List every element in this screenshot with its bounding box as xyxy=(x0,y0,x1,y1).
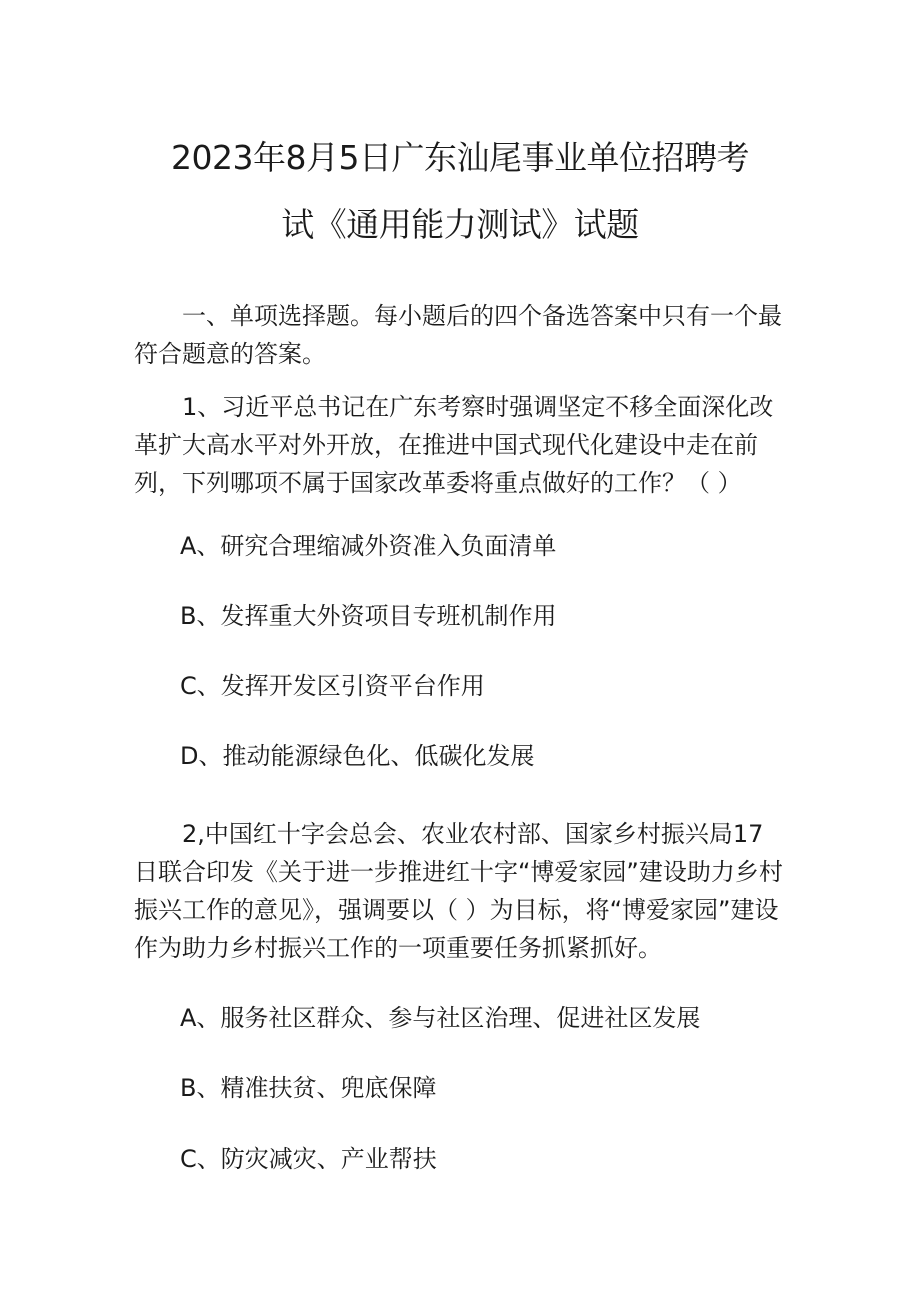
document-title-line-1: 2023年8月5日广东汕尾事业单位招聘考 xyxy=(171,138,749,177)
question-1-option-a: A、研究合理缩减外资准入负面清单 xyxy=(180,532,557,560)
question-2-option-a: A、服务社区群众、参与社区治理、促进社区发展 xyxy=(180,1004,701,1032)
question-1-text: 1、习近平总书记在广东考察时强调坚定不移全面深化改革扩大高水平对外开放，在推进中国式现代化建设中走在前列，下列哪项不属于国家改革委将重点做好的工作？（ ） xyxy=(134,393,774,497)
question-2-text: 2,中国红十字会总会、农业农村部、国家乡村振兴局17日联合印发《关于进一步推进红十字“博爱家园”建设助力乡村振兴工作的意见》，强调要以（ ）为目标，将“博爱家园”建设作为助力乡村振兴工作的一项重要任务抓紧抓好。 xyxy=(134,820,783,962)
question-2-option-b: B、精准扶贫、兜底保障 xyxy=(180,1074,437,1102)
question-1-option-d: D、推动能源绿色化、低碳化发展 xyxy=(180,742,535,770)
question-2-option-c: C、防灾减灾、产业帮扶 xyxy=(180,1145,437,1173)
document-title-line-2: 试《通用能力测试》试题 xyxy=(281,205,639,244)
section-instructions: 一、单项选择题。每小题后的四个备选答案中只有一个最符合题意的答案。 xyxy=(134,302,782,368)
question-1-option-b: B、发挥重大外资项目专班机制作用 xyxy=(180,602,557,630)
question-1-option-c: C、发挥开发区引资平台作用 xyxy=(180,672,485,700)
